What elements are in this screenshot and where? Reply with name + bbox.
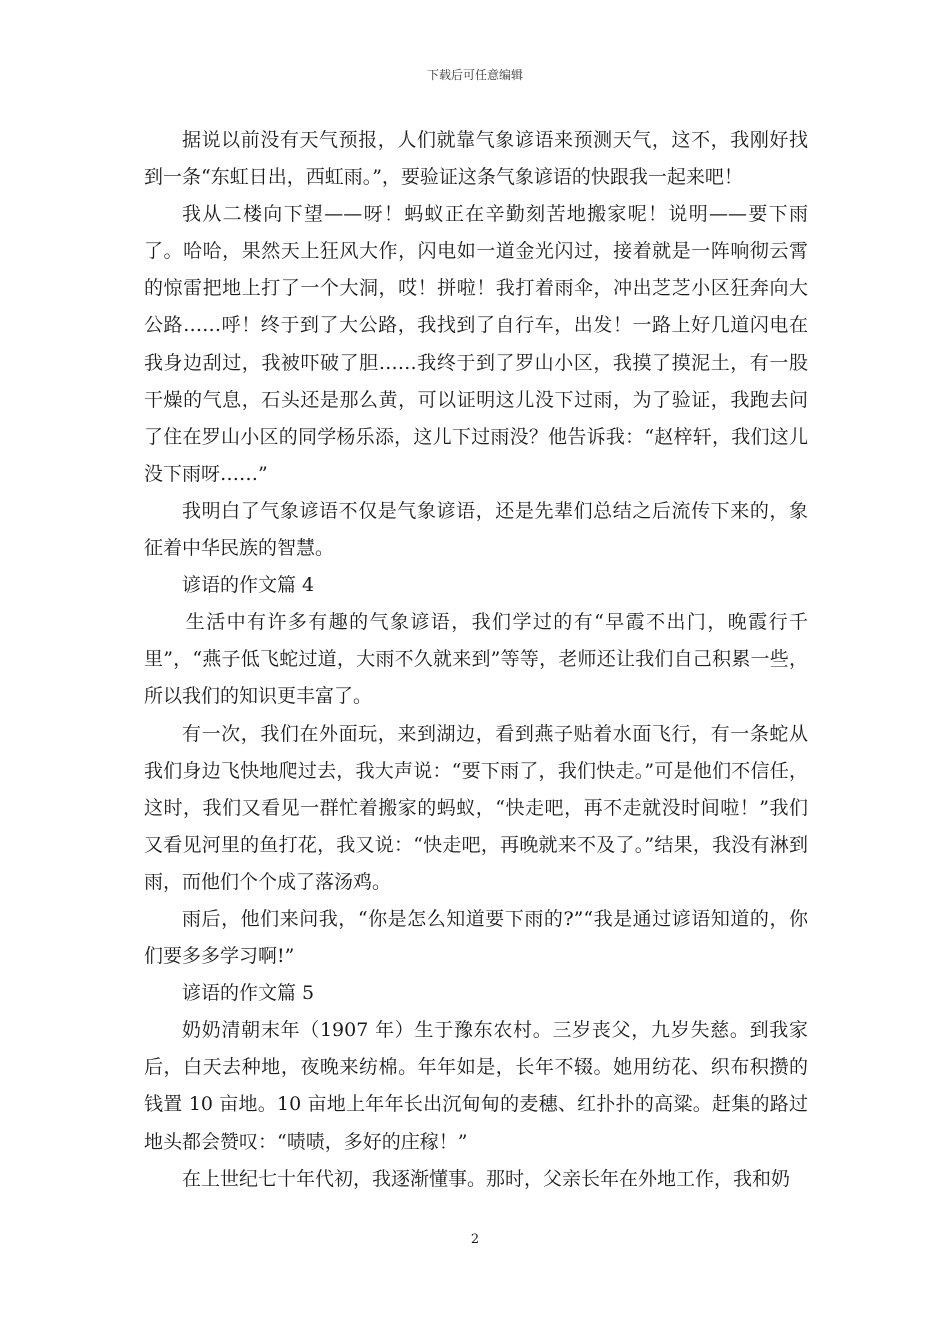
paragraph-4: 生活中有许多有趣的气象谚语，我们学过的有“早霞不出门，晚霞行千里”，“燕子低飞蛇过道，大雨不久就来到”等等，老师还让我们自己积累一些，所以我们的知识更丰富了。 [144, 611, 808, 708]
paragraph-2: 我从二楼向下望——呀！蚂蚁正在辛勤刻苦地搬家呢！说明——要下雨了。哈哈，果然天上狂风大作，闪电如一道金光闪过，接着就是一阵响彻云霄的惊雷把地上打了一个大洞，哎！拼啦！我打着雨伞，冲出芝芝小区狂奔向大公路……呼！终于到了大公路，我找到了自行车，出发！一路上好几道闪电在我身边刮过，我被吓破了胆……我终于到了罗山小区，我摸了摸泥土，有一股干燥的气息，石头还是那么黄，可以证明这儿没下过雨，为了验证，我跑去问了住在罗山小区的同学杨乐添，这儿下过雨没？他告诉我：“赵梓轩，我们这儿没下雨呀……” [144, 203, 808, 485]
document-body [144, 122, 808, 1198]
paragraph-6: 雨后，他们来问我，“你是怎么知道要下雨的?”“我是通过谚语知道的，你们要多多学习啊!” [144, 907, 808, 968]
paragraph-1: 据说以前没有天气预报，人们就靠气象谚语来预测天气，这不，我刚好找到一条“东虹日出，西虹雨。”，要验证这条气象谚语的快跟我一起来吧！ [144, 129, 808, 189]
paragraph-8: 在上世纪七十年代初，我逐渐懂事。那时，父亲长年在外地工作，我和奶 [182, 1167, 791, 1190]
paragraph-7: 奶奶清朝末年（1907 年）生于豫东农村。三岁丧父，九岁失慈。到我家后，白天去种地，夜晚来纺棉。年年如是，长年不辍。她用纺花、织布积攒的钱置 10 亩地。10 亩地上年年长出沉甸甸的麦穗、红扑扑的高粱。赶集的路过地头都会赞叹：“啧啧，多好的庄稼！” [144, 1019, 808, 1153]
section-heading-5: 谚语的作文篇 5 [182, 982, 315, 1005]
paragraph-5: 有一次，我们在外面玩，来到湖边，看到燕子贴着水面飞行，有一条蛇从我们身边飞快地爬过去，我大声说：“要下雨了，我们快走。”可是他们不信任，这时，我们又看见一群忙着搬家的蚂蚁，“快走吧，再不走就没时间啦！”我们又看见河里的鱼打花，我又说：“快走吧，再晚就来不及了。”结果，我没有淋到雨，而他们个个成了落汤鸡。 [144, 722, 808, 893]
page-number: 2 [470, 1232, 480, 1247]
section-heading-4: 谚语的作文篇 4 [182, 574, 315, 597]
page-header: 下载后可任意编辑 [426, 68, 523, 82]
paragraph-3: 我明白了气象谚语不仅是气象谚语，还是先辈们总结之后流传下来的，象征着中华民族的智慧。 [144, 499, 808, 560]
